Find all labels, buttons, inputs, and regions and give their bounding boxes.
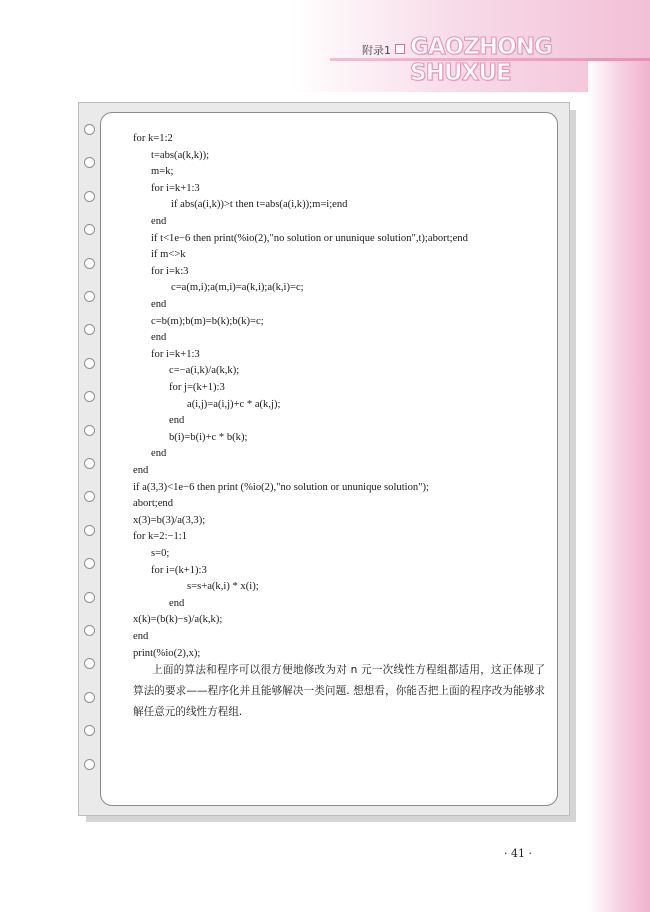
- code-line: for i=(k+1):3: [151, 564, 207, 576]
- binder-hole: [84, 425, 95, 436]
- code-line: for k=2:−1:1: [133, 531, 188, 543]
- code-line: for i=k:3: [151, 265, 189, 277]
- binder-hole: [84, 458, 95, 469]
- code-line: c=b(m);b(m)=b(k);b(k)=c;: [151, 315, 264, 327]
- binder-hole: [84, 291, 95, 302]
- code-line: c=a(m,i);a(m,i)=a(k,i);a(k,i)=c;: [171, 282, 304, 294]
- code-line: end: [133, 631, 149, 642]
- binder-hole: [84, 759, 95, 770]
- code-line: end: [151, 332, 167, 344]
- code-line: x(k)=(b(k)−s)/a(k,k);: [133, 614, 223, 626]
- code-line: end: [133, 465, 149, 476]
- brand-title: GAOZHONG SHUXUE: [410, 34, 552, 86]
- binder-hole: [84, 625, 95, 636]
- code-line: end: [151, 299, 167, 310]
- code-line: print(%io(2),x);: [133, 647, 201, 659]
- code-line: for k=1:2: [133, 133, 173, 144]
- code-line: end: [169, 415, 185, 427]
- code-line: if abs(a(i,k))>t then t=abs(a(i,k));m=i;end: [171, 199, 348, 211]
- page-number: · 41 ·: [504, 847, 532, 860]
- binder-hole: [84, 191, 95, 202]
- code-line: end: [151, 216, 167, 227]
- code-line: s=0;: [151, 548, 170, 559]
- square-icon: [395, 44, 405, 54]
- code-line: if t<1e−6 then print(%io(2),"no solution or ununique solution",t);abort;end: [151, 232, 468, 244]
- binder-hole: [84, 258, 95, 269]
- binder-hole: [84, 358, 95, 369]
- explanation-paragraph: 上面的算法和程序可以很方便地修改为对 n 元一次线性方程组都适用，这正体现了算法的要求——程序化并且能够解决一类问题. 想想看，你能否把上面的程序改为能够求解任意元的线性方程组.: [133, 664, 545, 718]
- code-line: for i=k+1:3: [151, 348, 200, 360]
- code-line: for j=(k+1):3: [169, 382, 225, 393]
- code-line: end: [151, 448, 167, 460]
- right-edge-band: [588, 60, 650, 912]
- appendix-label: 附录1: [362, 44, 391, 57]
- binder-hole: [84, 592, 95, 603]
- code-line: m=k;: [151, 166, 174, 178]
- code-line: b(i)=b(i)+c * b(k);: [169, 431, 248, 443]
- code-line: end: [169, 597, 185, 609]
- binder-hole: [84, 124, 95, 135]
- code-line: for i=k+1:3: [151, 182, 200, 194]
- code-line: s=s+a(k,i) * x(i);: [187, 581, 259, 593]
- code-line: a(i,j)=a(i,j)+c * a(k,j);: [187, 398, 281, 410]
- code-line: t=abs(a(k,k));: [151, 149, 210, 161]
- code-line: if m<>k: [151, 249, 186, 261]
- code-line: if a(3,3)<1e−6 then print (%io(2),"no solution or ununique solution");: [133, 481, 429, 493]
- code-line: c=−a(i,k)/a(k,k);: [169, 365, 240, 377]
- code-line: abort;end: [133, 498, 174, 510]
- code-line: x(3)=b(3)/a(3,3);: [133, 514, 206, 526]
- binder-hole: [84, 525, 95, 536]
- binder-hole: [84, 692, 95, 703]
